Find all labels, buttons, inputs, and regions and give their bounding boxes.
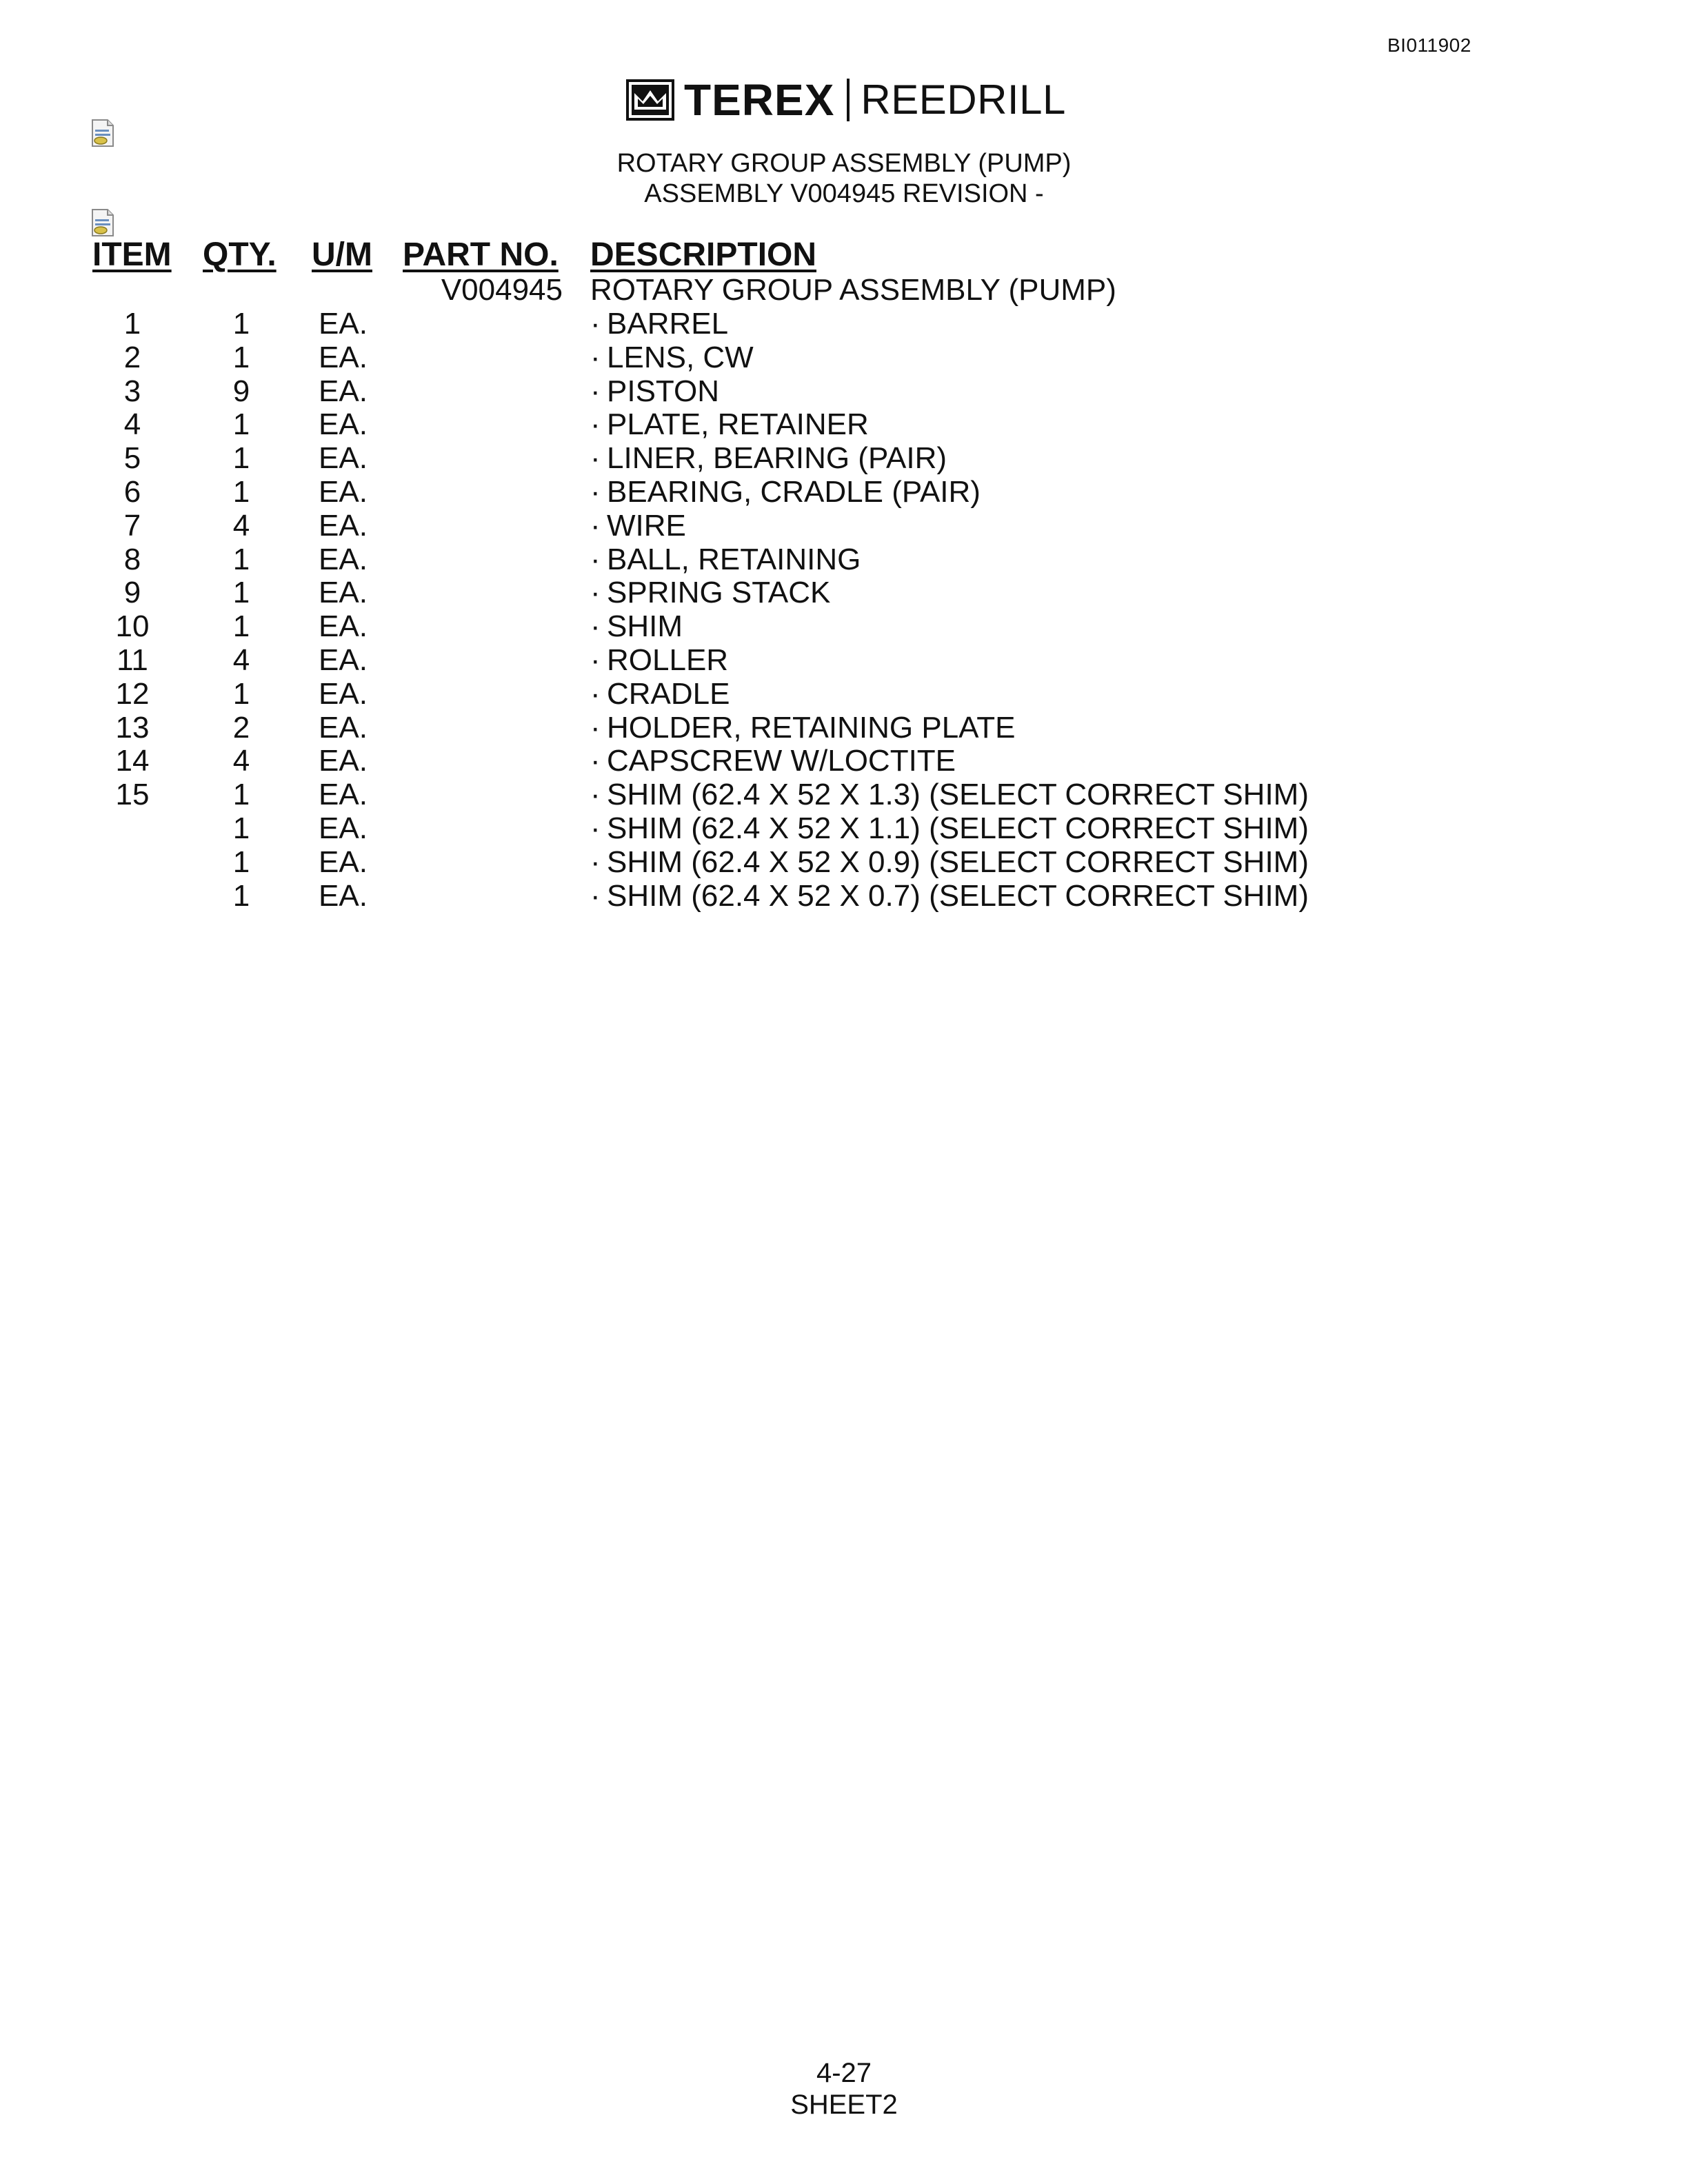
unit-of-measure: EA. [319,710,368,745]
table-row [0,341,1688,374]
indent-bullet: · [590,811,601,845]
item-number: 10 [115,609,150,644]
title-line-2: ASSEMBLY V004945 REVISION - [644,179,1044,208]
indent-bullet: · [590,407,601,442]
indent-bullet: · [590,508,601,543]
quantity: 1 [232,407,250,442]
table-row [0,407,1688,441]
logo-terex-text: TEREX [684,75,835,125]
unit-of-measure: EA. [319,307,368,341]
title-line-1: ROTARY GROUP ASSEMBLY (PUMP) [616,149,1072,178]
item-number: 3 [123,374,141,408]
quantity: 1 [232,811,250,845]
description: SHIM [607,609,683,644]
description: SPRING STACK [607,576,831,610]
indent-bullet: · [590,676,601,711]
quantity: 4 [232,508,250,543]
unit-of-measure: EA. [319,643,368,677]
table-row [0,441,1688,475]
item-number: 7 [123,508,141,543]
indent-bullet: · [590,643,601,677]
table-row [0,475,1688,509]
quantity: 1 [232,676,250,711]
description: SHIM (62.4 X 52 X 0.7) (SELECT CORRECT SHIM) [607,878,1309,913]
column-header-item: ITEM [92,236,172,273]
quantity: 1 [232,778,250,812]
quantity: 1 [232,340,250,374]
unit-of-measure: EA. [319,811,368,845]
unit-of-measure: EA. [319,878,368,913]
table-row [0,576,1688,609]
unit-of-measure: EA. [319,441,368,476]
item-number: 13 [115,710,150,745]
item-number: 15 [115,778,150,812]
unit-of-measure: EA. [319,778,368,812]
item-number: 14 [115,744,150,778]
assembly-row [0,273,1688,307]
logo-reedrill-text: REEDRILL [861,77,1066,123]
page-number: 4-27 [816,2058,872,2088]
table-row [0,811,1688,845]
quantity: 1 [232,542,250,576]
description: HOLDER, RETAINING PLATE [607,710,1016,745]
indent-bullet: · [590,475,601,509]
description: CRADLE [607,676,730,711]
description: WIRE [607,508,686,543]
quantity: 1 [232,307,250,341]
description: SHIM (62.4 X 52 X 1.3) (SELECT CORRECT SHIM) [607,778,1309,812]
description: LINER, BEARING (PAIR) [607,441,947,476]
description: PISTON [607,374,720,408]
document-id: BI011902 [1387,34,1471,56]
table-row [0,609,1688,643]
quantity: 4 [232,643,250,677]
indent-bullet: · [590,374,601,408]
quantity: 4 [232,744,250,778]
table-row [0,845,1688,879]
description: ROLLER [607,643,729,677]
column-header-description: DESCRIPTION [590,236,817,273]
description: SHIM (62.4 X 52 X 0.9) (SELECT CORRECT SHIM) [607,845,1309,879]
item-number: 11 [117,643,148,677]
table-row [0,778,1688,811]
description: SHIM (62.4 X 52 X 1.1) (SELECT CORRECT SHIM) [607,811,1309,845]
unit-of-measure: EA. [319,475,368,509]
table-row [0,711,1688,745]
description: BARREL [607,307,729,341]
quantity: 1 [232,609,250,644]
item-number: 8 [123,542,141,576]
table-row [0,643,1688,677]
description: BALL, RETAINING [607,542,861,576]
table-row [0,509,1688,543]
indent-bullet: · [590,441,601,476]
document-attachment-icon[interactable] [90,208,116,237]
table-row [0,744,1688,778]
description: PLATE, RETAINER [607,407,869,442]
description: CAPSCREW W/LOCTITE [607,744,956,778]
table-row [0,677,1688,711]
unit-of-measure: EA. [319,744,368,778]
quantity: 9 [232,374,250,408]
unit-of-measure: EA. [319,576,368,610]
quantity: 1 [232,475,250,509]
table-row [0,374,1688,408]
terex-crown-logo-icon [626,79,674,121]
indent-bullet: · [590,744,601,778]
indent-bullet: · [590,845,601,879]
quantity: 1 [232,576,250,610]
item-number: 12 [115,676,150,711]
item-number: 1 [123,307,141,341]
item-number: 4 [123,407,141,442]
item-number: 5 [123,441,141,476]
quantity: 1 [232,878,250,913]
table-row [0,879,1688,913]
column-header-qty: QTY. [203,236,277,273]
indent-bullet: · [590,307,601,341]
item-number: 6 [123,475,141,509]
indent-bullet: · [590,609,601,644]
item-number: 9 [123,576,141,610]
indent-bullet: · [590,340,601,374]
assembly-description: ROTARY GROUP ASSEMBLY (PUMP) [590,273,1116,307]
unit-of-measure: EA. [319,508,368,543]
description: LENS, CW [607,340,754,374]
unit-of-measure: EA. [319,845,368,879]
quantity: 1 [232,441,250,476]
quantity: 1 [232,845,250,879]
sheet-label: SHEET2 [790,2090,898,2120]
column-header-part-no: PART NO. [403,236,559,273]
unit-of-measure: EA. [319,676,368,711]
unit-of-measure: EA. [319,407,368,442]
unit-of-measure: EA. [319,374,368,408]
logo-divider [847,79,850,121]
indent-bullet: · [590,542,601,576]
assembly-part-no: V004945 [441,273,563,307]
table-row [0,307,1688,341]
unit-of-measure: EA. [319,609,368,644]
quantity: 2 [232,710,250,745]
indent-bullet: · [590,778,601,812]
document-attachment-icon[interactable] [90,119,116,148]
indent-bullet: · [590,710,601,745]
unit-of-measure: EA. [319,542,368,576]
table-row [0,543,1688,576]
unit-of-measure: EA. [319,340,368,374]
column-header-um: U/M [312,236,372,273]
description: BEARING, CRADLE (PAIR) [607,475,981,509]
item-number: 2 [123,340,141,374]
company-logo [626,76,1066,124]
indent-bullet: · [590,576,601,610]
indent-bullet: · [590,878,601,913]
